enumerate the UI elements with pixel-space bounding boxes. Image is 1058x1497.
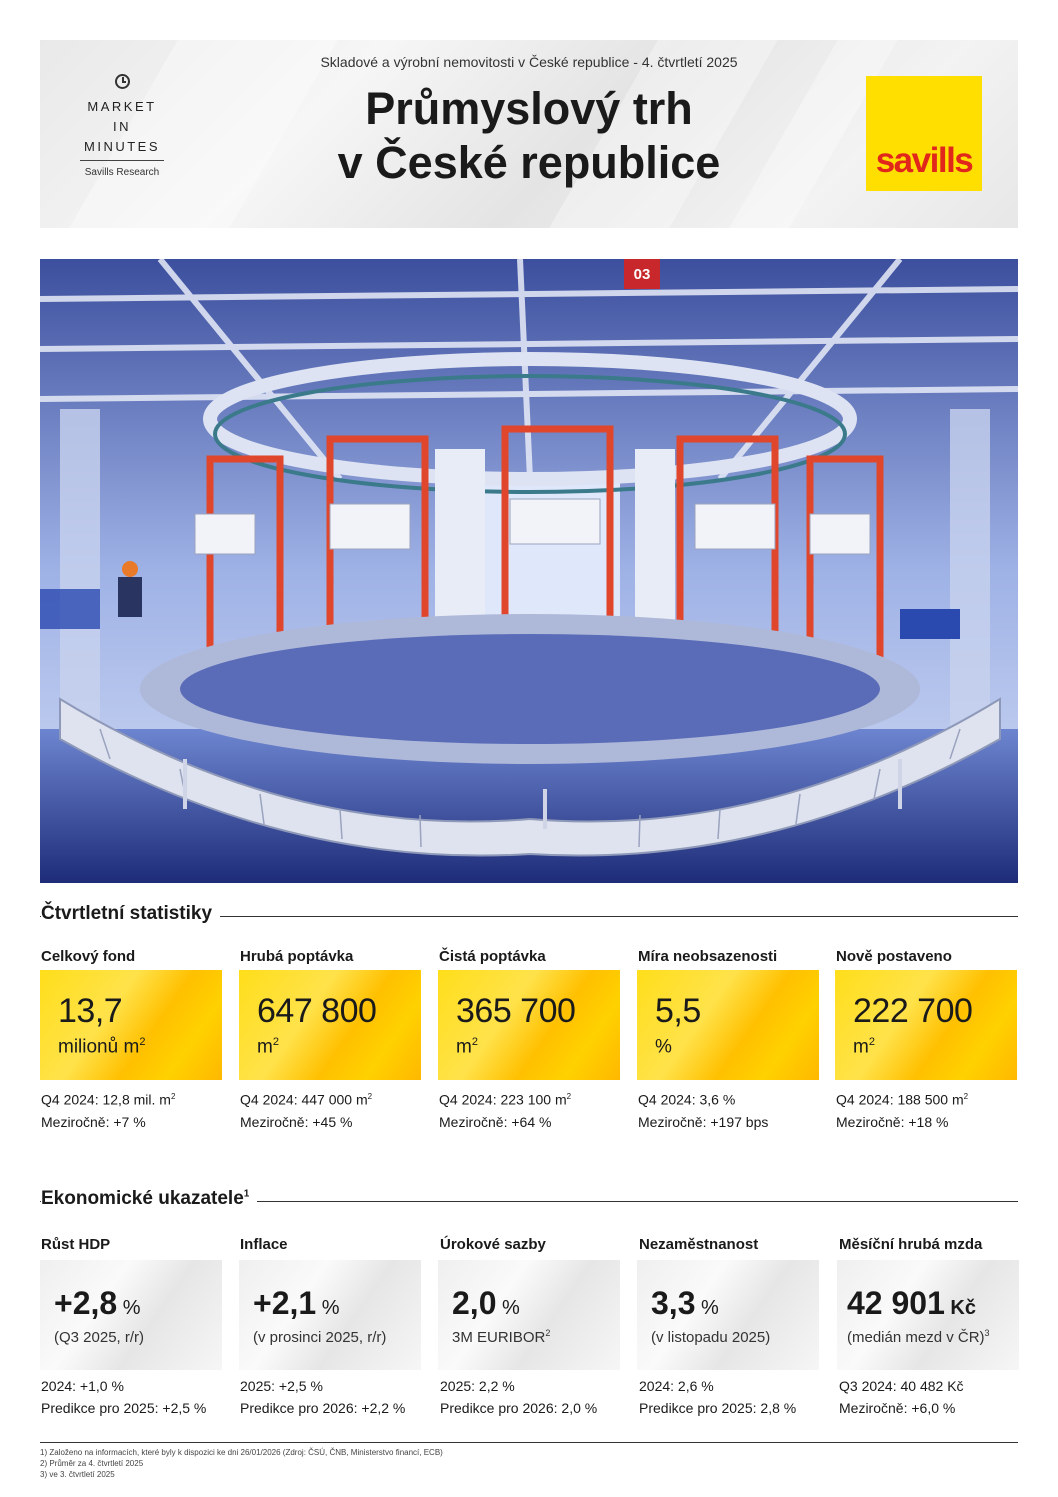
stat-yoy: Meziročně: +197 bps — [638, 1113, 769, 1130]
eco-note: 2025: +2,5 % — [240, 1378, 323, 1394]
eco-notes-gdp — [41, 1375, 206, 1419]
savills-logo — [866, 76, 982, 191]
brand-subtitle: Savills Research — [84, 167, 160, 178]
eco-value-number: 2,0 — [452, 1285, 497, 1321]
stat-unit — [655, 1036, 672, 1058]
stat-unit-text: m — [257, 1036, 273, 1058]
stat-prev-text: Q4 2024: 12,8 mil. m — [41, 1091, 171, 1108]
stat-card-total-stock — [40, 970, 222, 1080]
eco-sub — [847, 1328, 990, 1346]
section-title: Čtvrtletní statistiky — [41, 903, 220, 925]
eco-card-inflation — [239, 1260, 421, 1370]
eco-card-unemployment — [637, 1260, 819, 1370]
eco-note: Predikce pro 2025: +2,5 % — [41, 1400, 207, 1416]
section-title-sup: 1 — [243, 1188, 250, 1200]
brand-word: MINUTES — [84, 139, 160, 154]
eco-label-gdp: Růst HDP — [41, 1236, 111, 1253]
eco-value — [54, 1285, 141, 1322]
eco-notes-monthly-wage — [839, 1375, 964, 1419]
stat-value: 13,7 — [58, 992, 123, 1030]
eco-note: 2024: 2,6 % — [639, 1378, 714, 1394]
savills-logo-text: savills — [875, 141, 973, 180]
eco-notes-unemployment — [639, 1375, 796, 1419]
stat-yoy: Meziročně: +7 % — [41, 1113, 146, 1130]
stat-notes-new-completions — [836, 1086, 968, 1133]
stat-unit-sup: 2 — [139, 1036, 146, 1048]
stat-notes-total-stock — [41, 1086, 175, 1133]
eco-value-unit: Kč — [944, 1297, 976, 1319]
eco-sub-text: (v listopadu 2025) — [651, 1329, 771, 1346]
stat-prev — [240, 1086, 372, 1111]
eco-sub — [452, 1328, 550, 1346]
stat-unit-sup: 2 — [272, 1036, 279, 1048]
stat-yoy: Meziročně: +18 % — [836, 1113, 949, 1130]
footnote: 3) ve 3. čtvrtletí 2025 — [40, 1470, 115, 1479]
stat-value: 365 700 — [456, 992, 576, 1030]
brand-word: IN — [113, 119, 131, 134]
stat-card-new-completions — [835, 970, 1017, 1080]
stat-unit-text: m — [456, 1036, 472, 1058]
photo-sign-text: 03 — [633, 266, 651, 283]
eco-label-inflation: Inflace — [240, 1236, 288, 1253]
eco-value — [253, 1285, 340, 1322]
stat-prev-sup: 2 — [367, 1092, 373, 1101]
stat-card-vacancy-rate — [637, 970, 819, 1080]
stat-unit-sup: 2 — [471, 1036, 478, 1048]
section-title-text: Ekonomické ukazatele — [41, 1188, 244, 1209]
eco-value-unit: % — [117, 1297, 141, 1319]
stat-prev-text: Q4 2024: 188 500 m — [836, 1091, 964, 1108]
eco-value — [847, 1285, 976, 1322]
report-subtitle: Skladové a výrobní nemovitosti v České republice - 4. čtvrtletí 2025 — [320, 54, 738, 70]
stat-prev-sup: 2 — [170, 1092, 176, 1101]
footnotes-rule — [40, 1442, 1018, 1443]
eco-sub-sup: 3 — [984, 1328, 990, 1338]
eco-value-unit: % — [695, 1297, 719, 1319]
eco-note: Predikce pro 2025: 2,8 % — [639, 1400, 797, 1416]
footnote: 1) Založeno na informacích, které byly k dispozici ke dni 26/01/2026 (Zdroj: ČSÚ, ČNB, Ministerstvo financí, ECB) — [40, 1448, 443, 1457]
eco-card-gdp — [40, 1260, 222, 1370]
footnotes — [40, 1447, 443, 1480]
stat-yoy: Meziročně: +45 % — [240, 1113, 353, 1130]
stat-prev — [638, 1086, 768, 1111]
stat-unit — [853, 1036, 875, 1058]
eco-notes-inflation — [240, 1375, 405, 1419]
stat-prev — [439, 1086, 571, 1111]
stat-prev — [836, 1086, 968, 1111]
stat-prev-sup: 2 — [963, 1092, 969, 1101]
stat-unit — [456, 1036, 478, 1058]
stat-prev-text: Q4 2024: 3,6 % — [638, 1091, 736, 1108]
eco-sub — [54, 1328, 144, 1346]
eco-value — [651, 1285, 719, 1322]
eco-note: Meziročně: +6,0 % — [839, 1400, 956, 1416]
eco-label-unemployment: Nezaměstnanost — [639, 1236, 759, 1253]
eco-sub-sup: 2 — [545, 1328, 551, 1338]
eco-value — [452, 1285, 520, 1322]
economic-indicators-heading — [40, 1188, 1018, 1212]
eco-card-monthly-wage — [837, 1260, 1019, 1370]
stat-prev-sup: 2 — [566, 1092, 572, 1101]
stat-label-vacancy-rate: Míra neobsazenosti — [638, 948, 778, 965]
warehouse-illustration — [40, 259, 1018, 883]
quarterly-stats-heading — [40, 903, 1018, 927]
eco-value-number: 42 901 — [847, 1285, 945, 1321]
section-title — [41, 1188, 257, 1210]
eco-card-interest-rates — [438, 1260, 620, 1370]
stat-unit — [257, 1036, 279, 1058]
stat-value: 647 800 — [257, 992, 377, 1030]
eco-sub-text: (Q3 2025, r/r) — [54, 1329, 145, 1346]
eco-value-number: 3,3 — [651, 1285, 696, 1321]
stat-prev-text: Q4 2024: 223 100 m — [439, 1091, 567, 1108]
eco-notes-interest-rates — [440, 1375, 597, 1419]
stat-label-new-completions: Nově postaveno — [836, 948, 952, 965]
eco-note: 2025: 2,2 % — [440, 1378, 515, 1394]
eco-value-unit: % — [496, 1297, 520, 1319]
eco-note: 2024: +1,0 % — [41, 1378, 124, 1394]
eco-sub-text: 3M EURIBOR — [452, 1329, 546, 1346]
warehouse-photo — [40, 259, 1018, 883]
stat-notes-net-take-up — [439, 1086, 571, 1133]
stat-prev — [41, 1086, 175, 1111]
footnote: 2) Průměr za 4. čtvrtletí 2025 — [40, 1459, 144, 1468]
stat-unit-text: m — [853, 1036, 869, 1058]
eco-note: Predikce pro 2026: +2,2 % — [240, 1400, 406, 1416]
eco-label-monthly-wage: Měsíční hrubá mzda — [839, 1236, 983, 1253]
eco-note: Q3 2024: 40 482 Kč — [839, 1378, 964, 1394]
eco-sub-text: (medián mezd v ČR) — [847, 1329, 985, 1346]
stat-label-total-stock: Celkový fond — [41, 948, 136, 965]
stat-yoy: Meziročně: +64 % — [439, 1113, 552, 1130]
stat-unit — [58, 1036, 145, 1058]
stat-unit-text: % — [655, 1036, 672, 1058]
eco-sub — [253, 1328, 386, 1346]
stat-label-net-take-up: Čistá poptávka — [439, 948, 546, 965]
eco-value-number: +2,1 — [253, 1285, 317, 1321]
stat-prev-text: Q4 2024: 447 000 m — [240, 1091, 368, 1108]
eco-value-unit: % — [316, 1297, 340, 1319]
stat-value: 5,5 — [655, 992, 701, 1030]
eco-value-number: +2,8 — [54, 1285, 118, 1321]
title-line-2: v České republice — [337, 137, 721, 188]
eco-note: Predikce pro 2026: 2,0 % — [440, 1400, 598, 1416]
eco-label-interest-rates: Úrokové sazby — [440, 1236, 546, 1253]
stat-notes-gross-take-up — [240, 1086, 372, 1133]
stat-card-gross-take-up — [239, 970, 421, 1080]
stat-notes-vacancy-rate — [638, 1086, 768, 1133]
stat-unit-text: milionů m — [58, 1036, 140, 1058]
title-line-1: Průmyslový trh — [365, 83, 693, 134]
stat-unit-sup: 2 — [868, 1036, 875, 1048]
eco-sub-text: (v prosinci 2025, r/r) — [253, 1329, 387, 1346]
stat-card-net-take-up — [438, 970, 620, 1080]
stat-value: 222 700 — [853, 992, 973, 1030]
report-header — [40, 40, 1018, 228]
brand-word: MARKET — [87, 99, 157, 114]
eco-sub — [651, 1328, 770, 1346]
stat-label-gross-take-up: Hrubá poptávka — [240, 948, 354, 965]
